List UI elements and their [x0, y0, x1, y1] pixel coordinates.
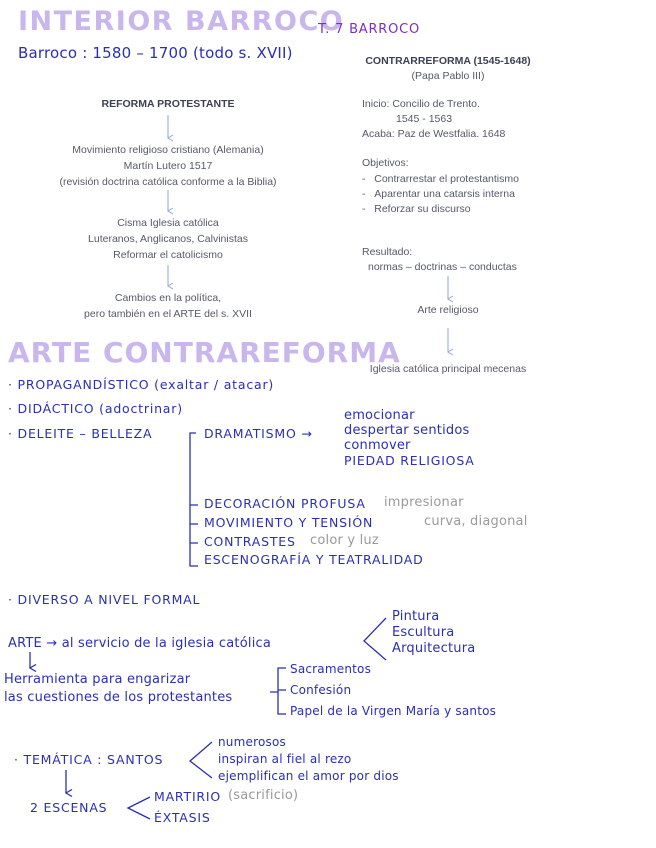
reforma-b2-line: Cisma Iglesia católica	[117, 217, 219, 229]
decoracion-label: DECORACIÓN PROFUSA	[204, 496, 366, 511]
escenografia-label: ESCENOGRAFÍA Y TEATRALIDAD	[204, 552, 424, 567]
reforma-b1-line: (revisión doctrina católica conforme a la Biblia)	[59, 176, 277, 188]
dramatismo-item: emocionar	[344, 408, 415, 423]
herramienta-line-1: Herramienta para engarizar	[4, 672, 191, 687]
dramatismo-item: despertar sentidos	[344, 423, 470, 438]
objetivo-item: - Aparentar una catarsis interna	[362, 188, 515, 200]
arte-servicio: ARTE → al servicio de la iglesia católica	[8, 636, 272, 651]
movimiento-note: curva, diagonal	[424, 514, 528, 529]
reforma-b2-line: Luteranos, Anglicanos, Calvinistas	[88, 233, 248, 245]
santos-chevron	[190, 742, 212, 778]
bullet-didactico: · DIDÁCTICO (adoctrinar)	[8, 401, 183, 416]
bullet-diverso: · DIVERSO A NIVEL FORMAL	[8, 592, 201, 607]
arte-section-title: ARTE CONTRAREFORMA	[8, 336, 401, 369]
objetivos-title: Objetivos:	[362, 157, 409, 169]
reforma-b2-line: Reformar el catolicismo	[113, 249, 223, 261]
tematica-label: · TEMÁTICA : SANTOS	[14, 752, 164, 767]
contra-fechas: 1545 - 1563	[396, 113, 453, 125]
dramatismo-item: conmover	[344, 438, 411, 453]
cuestiones-bracket	[270, 668, 286, 714]
santos-item: ejemplifican el amor por dios	[218, 769, 399, 783]
santos-item: inspiran al fiel al rezo	[218, 752, 352, 766]
cuestion-item: Papel de la Virgen María y santos	[290, 704, 497, 718]
reforma-b1-line: Martín Lutero 1517	[123, 160, 213, 172]
extasis-label: ÉXTASIS	[154, 810, 211, 825]
decoracion-note: impresionar	[384, 495, 464, 510]
cuestion-item: Confesión	[290, 683, 352, 697]
contra-inicio: Inicio: Concilio de Trento.	[362, 98, 480, 110]
escenas-chevron	[128, 797, 150, 819]
cuestion-item: Sacramentos	[290, 662, 372, 676]
santos-item: numerosos	[218, 735, 286, 749]
contrastes-note: color y luz	[310, 533, 379, 548]
objetivo-item: - Reforzar su discurso	[362, 203, 471, 215]
bullet-propagandistico: · PROPAGANDÍSTICO (exaltar / atacar)	[8, 377, 275, 392]
bullet-deleite: · DELEITE – BELLEZA	[8, 426, 153, 441]
reforma-title: REFORMA PROTESTANTE	[101, 98, 235, 110]
contra-subtitle: (Papa Pablo III)	[411, 70, 485, 82]
deleite-bracket	[190, 433, 198, 566]
reforma-b3-line: pero también en el ARTE del s. XVII	[84, 308, 252, 320]
arte-item: Pintura	[392, 609, 440, 624]
dramatismo-label: DRAMATISMO →	[204, 426, 313, 441]
dramatismo-item: PIEDAD RELIGIOSA	[344, 453, 475, 468]
contra-acaba: Acaba: Paz de Westfalia. 1648	[362, 128, 506, 140]
martirio-label: MARTIRIO	[154, 789, 222, 804]
periodo-text: Barroco : 1580 – 1700 (todo s. XVII)	[18, 44, 293, 62]
arte-item: Arquitectura	[392, 641, 476, 656]
iglesia-mecenas: Iglesia católica principal mecenas	[369, 363, 527, 375]
page-title: INTERIOR BARROCO	[18, 6, 345, 37]
reforma-b1-line: Movimiento religioso cristiano (Alemania)	[72, 144, 264, 156]
escenas-label: 2 ESCENAS	[30, 800, 108, 815]
contra-title: CONTRARREFORMA (1545-1648)	[365, 55, 531, 67]
resultado-title: Resultado:	[362, 246, 413, 258]
artes-chevron	[364, 618, 386, 660]
martirio-note: (sacrificio)	[228, 788, 299, 803]
contrastes-label: CONTRASTES	[204, 534, 296, 549]
herramienta-line-2: las cuestiones de los protestantes	[4, 690, 233, 705]
tema-label: T. 7 BARROCO	[318, 22, 421, 37]
arte-item: Escultura	[392, 625, 455, 640]
arte-religioso: Arte religioso	[417, 304, 479, 316]
resultado-text: normas – doctrinas – conductas	[368, 261, 517, 273]
movimiento-label: MOVIMIENTO Y TENSIÓN	[204, 515, 374, 530]
objetivo-item: - Contrarrestar el protestantismo	[362, 173, 519, 185]
reforma-b3-line: Cambios en la política,	[114, 292, 222, 304]
